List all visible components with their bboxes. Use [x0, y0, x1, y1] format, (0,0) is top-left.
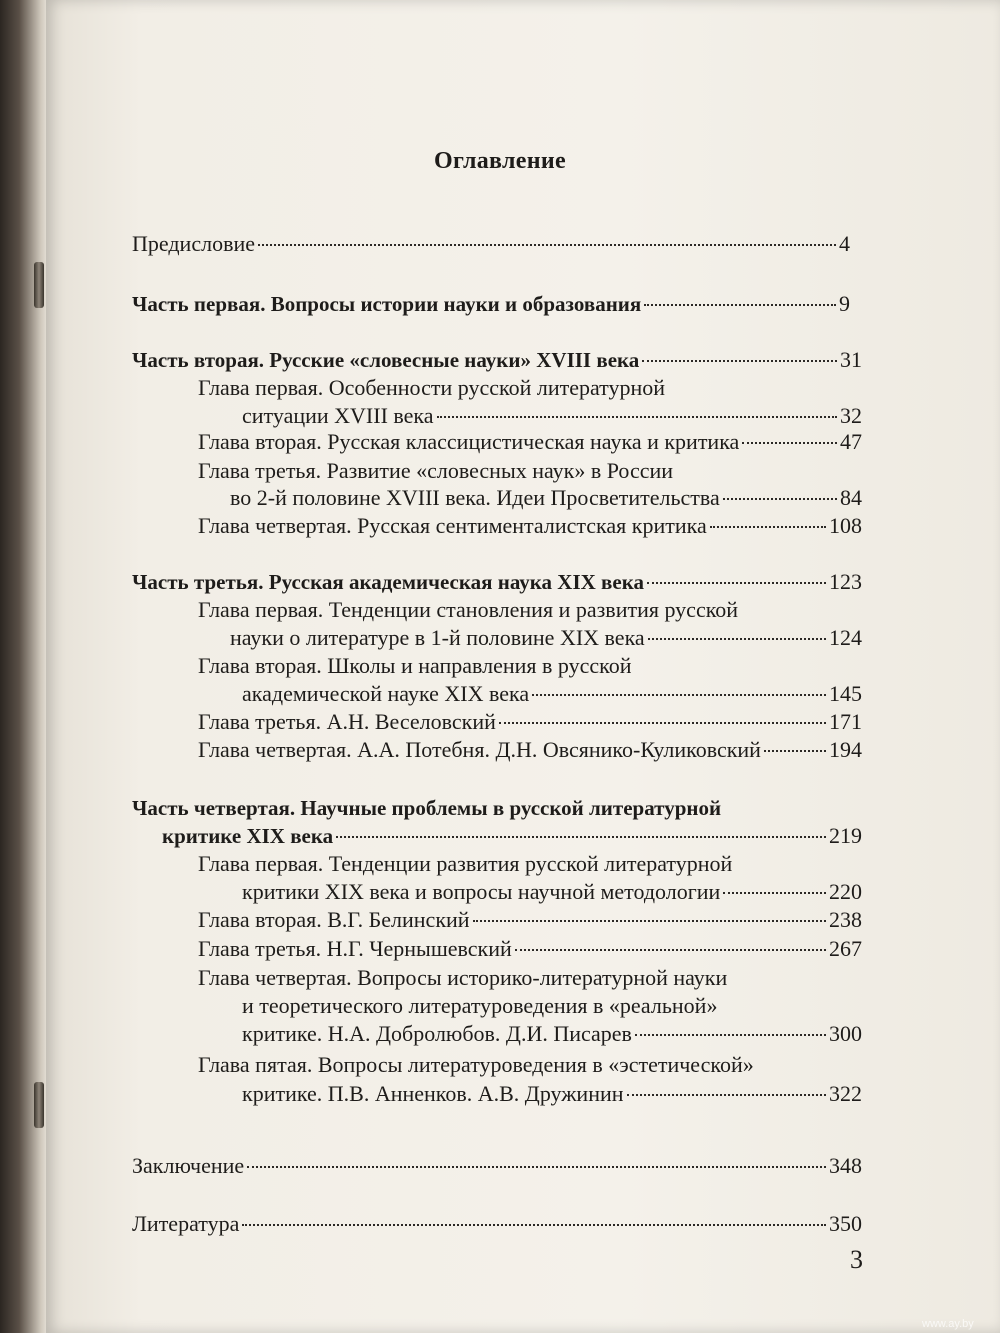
toc-page-number: 171: [829, 709, 862, 734]
toc-chapter-line: Глава третья. Развитие «словесных наук» в России: [198, 458, 674, 483]
toc-entry-text: Заключение: [132, 1153, 245, 1178]
toc-entry-text: науки о литературе в 1-й половине XIX века: [230, 625, 645, 650]
toc-chapter-line: Глава четвертая. Вопросы историко-литературной науки: [198, 965, 728, 990]
toc-entry-part4-ch1: [242, 878, 862, 906]
leader-dots: [532, 694, 826, 696]
toc-entry-part3-ch4: [198, 736, 862, 764]
toc-entry-literature: [132, 1210, 862, 1238]
toc-page-number: 194: [829, 737, 862, 762]
toc-page-number: 4: [839, 231, 850, 256]
toc-entry-part1: [132, 290, 850, 318]
toc-entry-part2: [132, 346, 862, 374]
leader-dots: [723, 498, 837, 500]
toc-chapter-line: Глава первая. Тенденции развития русской литературной: [198, 851, 733, 876]
leader-dots: [635, 1034, 826, 1036]
leader-dots: [710, 526, 826, 528]
toc-entry-text: Глава третья. Н.Г. Чернышевский: [198, 936, 512, 961]
toc-page-number: 220: [829, 879, 862, 904]
toc-entry-part4-ch4: [242, 1020, 862, 1048]
toc-entry-text: ситуации XVIII века: [242, 403, 434, 428]
toc-entry-text: критики XIX века и вопросы научной методологии: [242, 879, 721, 904]
leader-dots: [515, 949, 826, 951]
toc-page-number: 350: [829, 1211, 862, 1236]
leader-dots: [627, 1094, 826, 1096]
toc-page-number: 322: [829, 1081, 862, 1106]
toc-page-number: 31: [840, 347, 862, 372]
toc-chapter-line: Глава пятая. Вопросы литературоведения в «эстетической»: [198, 1052, 754, 1077]
toc-entry-text: во 2-й половине XVIII века. Идеи Просветительства: [230, 485, 720, 510]
leader-dots: [247, 1166, 826, 1168]
toc-page-number: 47: [840, 429, 862, 454]
book-spine: [0, 0, 48, 1333]
toc-page-number: 84: [840, 485, 862, 510]
leader-dots: [642, 360, 837, 362]
toc-part-line: Часть четвертая. Научные проблемы в русской литературной: [132, 796, 722, 820]
toc-entry-text: Предисловие: [132, 231, 255, 256]
leader-dots: [242, 1224, 826, 1226]
toc-entry-preface: [132, 230, 850, 258]
toc-entry-text: Часть первая. Вопросы истории науки и образования: [132, 292, 642, 316]
toc-entry-part4-ch2: [198, 906, 862, 934]
toc-entry-text: Глава четвертая. Русская сентименталистская критика: [198, 513, 707, 538]
toc-entry-text: Глава четвертая. А.А. Потебня. Д.Н. Овсянико-Куликовский: [198, 737, 761, 762]
toc-entry-text: Часть вторая. Русские «словесные науки» XVIII века: [132, 348, 640, 372]
toc-page-number: 108: [829, 513, 862, 538]
toc-entry-text: критике. Н.А. Добролюбов. Д.И. Писарев: [242, 1021, 632, 1046]
toc-entry-text: Часть третья. Русская академическая наука XIX века: [132, 570, 644, 594]
toc-chapter-line: Глава первая. Особенности русской литературной: [198, 375, 666, 400]
leader-dots: [499, 722, 826, 724]
leader-dots: [258, 244, 836, 246]
leader-dots: [336, 836, 826, 838]
toc-entry-part4-ch3: [198, 935, 862, 963]
toc-entry-part4-ch5: [242, 1080, 862, 1108]
toc-entry-text: Глава вторая. В.Г. Белинский: [198, 907, 470, 932]
leader-dots: [437, 416, 837, 418]
toc-page-number: 267: [829, 936, 862, 961]
toc-entry-part3-ch2: [242, 680, 862, 708]
staple: [34, 1082, 44, 1128]
leader-dots: [648, 638, 826, 640]
toc-chapter-line: и теоретического литературоведения в «реальной»: [242, 993, 718, 1018]
toc-entry-conclusion: [132, 1152, 862, 1180]
toc-page-number: 348: [829, 1153, 862, 1178]
toc-entry-text: Глава третья. А.Н. Веселовский: [198, 709, 496, 734]
watermark: www.ay.by: [922, 1318, 974, 1330]
toc-entry-text: академической науке XIX века: [242, 681, 530, 706]
leader-dots: [723, 892, 826, 894]
toc-page-number: 123: [829, 569, 862, 594]
toc-page-number: 32: [840, 403, 862, 428]
page-number: 3: [850, 1245, 863, 1274]
toc-page-number: 238: [829, 907, 862, 932]
toc-entry-part2-ch1: [242, 402, 862, 430]
leader-dots: [764, 750, 826, 752]
leader-dots: [644, 304, 836, 306]
toc-entry-text: Глава вторая. Русская классицистическая наука и критика: [198, 429, 740, 454]
toc-page-number: 219: [829, 823, 862, 848]
leader-dots: [742, 442, 837, 444]
toc-entry-part3-ch3: [198, 708, 862, 736]
toc-entry-part2-ch2: [198, 428, 862, 456]
toc-entry-text: критике. П.В. Анненков. А.В. Дружинин: [242, 1081, 624, 1106]
page-title: Оглавление: [434, 148, 566, 174]
toc-entry-part4: [162, 822, 862, 850]
toc-page-number: 145: [829, 681, 862, 706]
toc-entry-part3-ch1: [230, 624, 862, 652]
leader-dots: [473, 920, 826, 922]
toc-entry-part2-ch4: [198, 512, 862, 540]
toc-chapter-line: Глава первая. Тенденции становления и развития русской: [198, 597, 739, 622]
toc-entry-text: Литература: [132, 1211, 240, 1236]
toc-page-number: 9: [839, 291, 850, 316]
toc-page-number: 300: [829, 1021, 862, 1046]
toc-entry-text: критике XIX века: [162, 824, 334, 848]
toc-chapter-line: Глава вторая. Школы и направления в русской: [198, 653, 632, 678]
toc-page-number: 124: [829, 625, 862, 650]
leader-dots: [647, 582, 826, 584]
toc-entry-part2-ch3: [230, 484, 862, 512]
toc-entry-part3: [132, 568, 862, 596]
staple: [34, 262, 44, 308]
